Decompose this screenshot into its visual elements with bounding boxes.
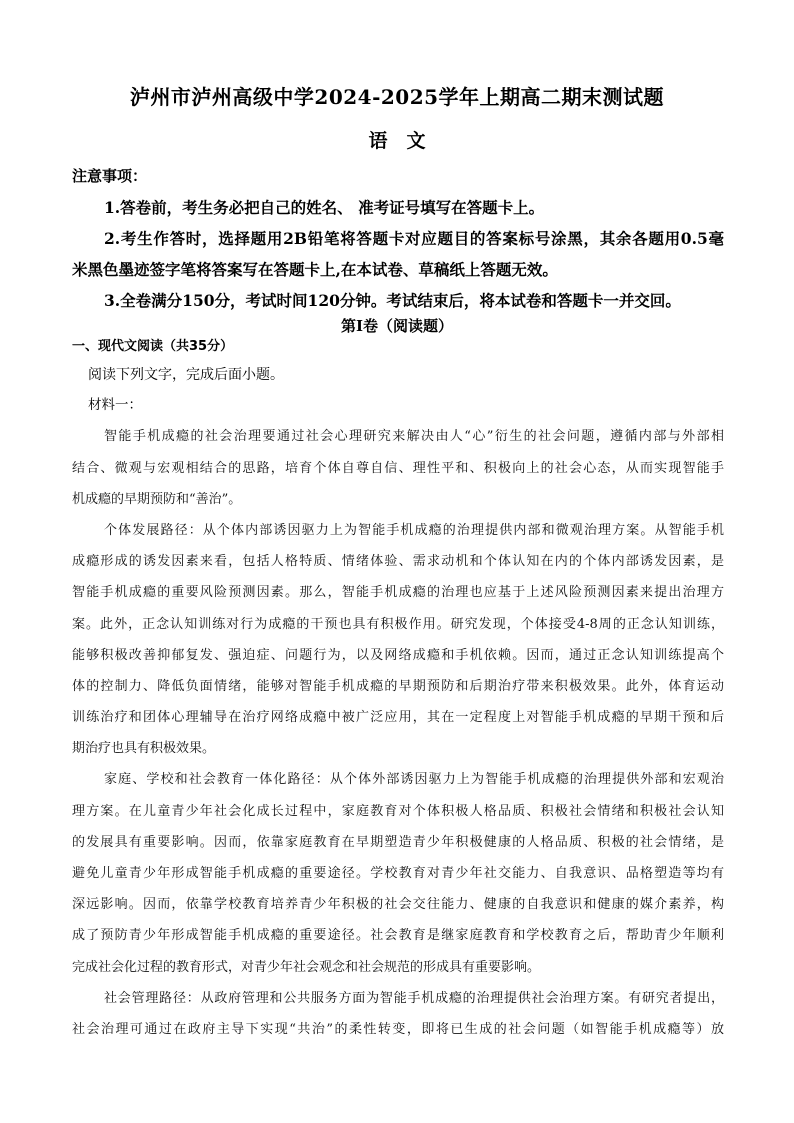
- body-line: 案。此外，正念认知训练对行为成瘾的干预也具有积极作用。研究发现，个体接受4-8周的正念认知训练，: [72, 616, 724, 632]
- body-line: 期治疗也具有积极效果。: [72, 741, 216, 757]
- body-line: 成了预防青少年形成智能手机成瘾的重要途径。社会教育是继家庭教育和学校教育之后，帮助青少年顺利: [72, 928, 724, 944]
- body-line: 家庭、学校和社会教育一体化路径：从个体外部诱因驱力上为智能手机成瘾的治理提供外部和宏观治: [104, 772, 724, 788]
- body-line: 的发展具有重要影响。因而，依靠家庭教育在早期塑造青少年积极健康的人格品质、积极的社会情绪，是: [72, 834, 724, 850]
- body-line: 能够积极改善抑郁复发、强迫症、问题行为，以及网络成瘾和手机依赖。因而，通过正念认知训练提高个: [72, 647, 724, 663]
- notice-heading: 注意事项：: [72, 167, 148, 185]
- volume-title: 第Ⅰ卷（阅读题）: [340, 317, 454, 335]
- notice-line: 米黑色墨迹签字笔将答案写在答题卡上,在本试卷、草稿纸上答题无效。: [72, 259, 558, 279]
- material-paragraph: [72, 421, 724, 515]
- material-body: [72, 421, 724, 1045]
- body-line: 社会治理可通过在政府主导下实现“共治”的柔性转变，即将已生成的社会问题（如智能手机成瘾等）放: [72, 1021, 724, 1037]
- body-line: 智能手机成瘾的社会治理要通过社会心理研究来解决由人“心”衍生的社会问题，遵循内部与外部相: [104, 429, 724, 445]
- subject-title: 语 文: [368, 130, 426, 152]
- body-line: 成瘾形成的诱发因素来看，包括人格特质、情绪体验、需求动机和个体认知在内的个体内部诱发因素，是: [72, 554, 724, 570]
- exam-title: 泸州市泸州高级中学2024-2025学年上期高二期末测试题: [129, 85, 665, 109]
- notice-line: 2.考生作答时，选择题用2B铅笔将答题卡对应题目的答案标号涂黑，其余各题用0.5毫: [104, 228, 724, 248]
- notice-list: [72, 192, 724, 316]
- material-paragraph: [72, 764, 724, 982]
- body-line: 结合、微观与宏观相结合的思路，培育个体自尊自信、理性平和、积极向上的社会心态，从而实现智能手: [72, 460, 724, 476]
- notice-line: 3.全卷满分150分，考试时间120分钟。考试结束后，将本试卷和答题卡一并交回。: [104, 290, 681, 310]
- part-title: 一、现代文阅读（共35分）: [72, 339, 234, 354]
- material-label: 材料一：: [88, 397, 142, 413]
- body-line: 完成社会化过程的教育形式，对青少年社会观念和社会规范的形成具有重要影响。: [72, 959, 541, 975]
- body-line: 智能手机成瘾的重要风险预测因素。那么，智能手机成瘾的治理也应基于上述风险预测因素来提出治理方: [72, 585, 724, 601]
- body-line: 训练治疗和团体心理辅导在治疗网络成瘾中被广泛应用，其在一定程度上对智能手机成瘾的早期干预和后: [72, 710, 724, 726]
- notice-item: [72, 192, 724, 223]
- material-paragraph: [72, 515, 724, 765]
- reading-instruction: 阅读下列文字，完成后面小题。: [88, 367, 284, 383]
- body-line: 机成瘾的早期预防和“善治”。: [72, 491, 242, 507]
- body-line: 个体发展路径：从个体内部诱因驱力上为智能手机成瘾的治理提供内部和微观治理方案。从智能手机: [104, 522, 724, 538]
- body-line: 体的控制力、降低负面情绪，能够对智能手机成瘾的早期预防和后期治疗带来积极效果。此外，体育运动: [72, 678, 724, 694]
- body-line: 理方案。在儿童青少年社会化成长过程中，家庭教育对个体积极人格品质、积极社会情绪和积极社会认知: [72, 803, 724, 819]
- notice-item: [72, 223, 724, 285]
- body-line: 社会管理路径：从政府管理和公共服务方面为智能手机成瘾的治理提供社会治理方案。有研究者提出，: [104, 990, 724, 1006]
- body-line: 避免儿童青少年形成智能手机成瘾的重要途径。学校教育对青少年社交能力、自我意识、品格塑造等均有: [72, 866, 724, 882]
- body-line: 深远影响。因而，依靠学校教育培养青少年积极的社会交往能力、健康的自我意识和健康的媒介素养，构: [72, 897, 724, 913]
- material-paragraph: [72, 983, 724, 1045]
- notice-line: 1.答卷前，考生务必把自己的姓名、 准考证号填写在答题卡上。: [104, 197, 545, 217]
